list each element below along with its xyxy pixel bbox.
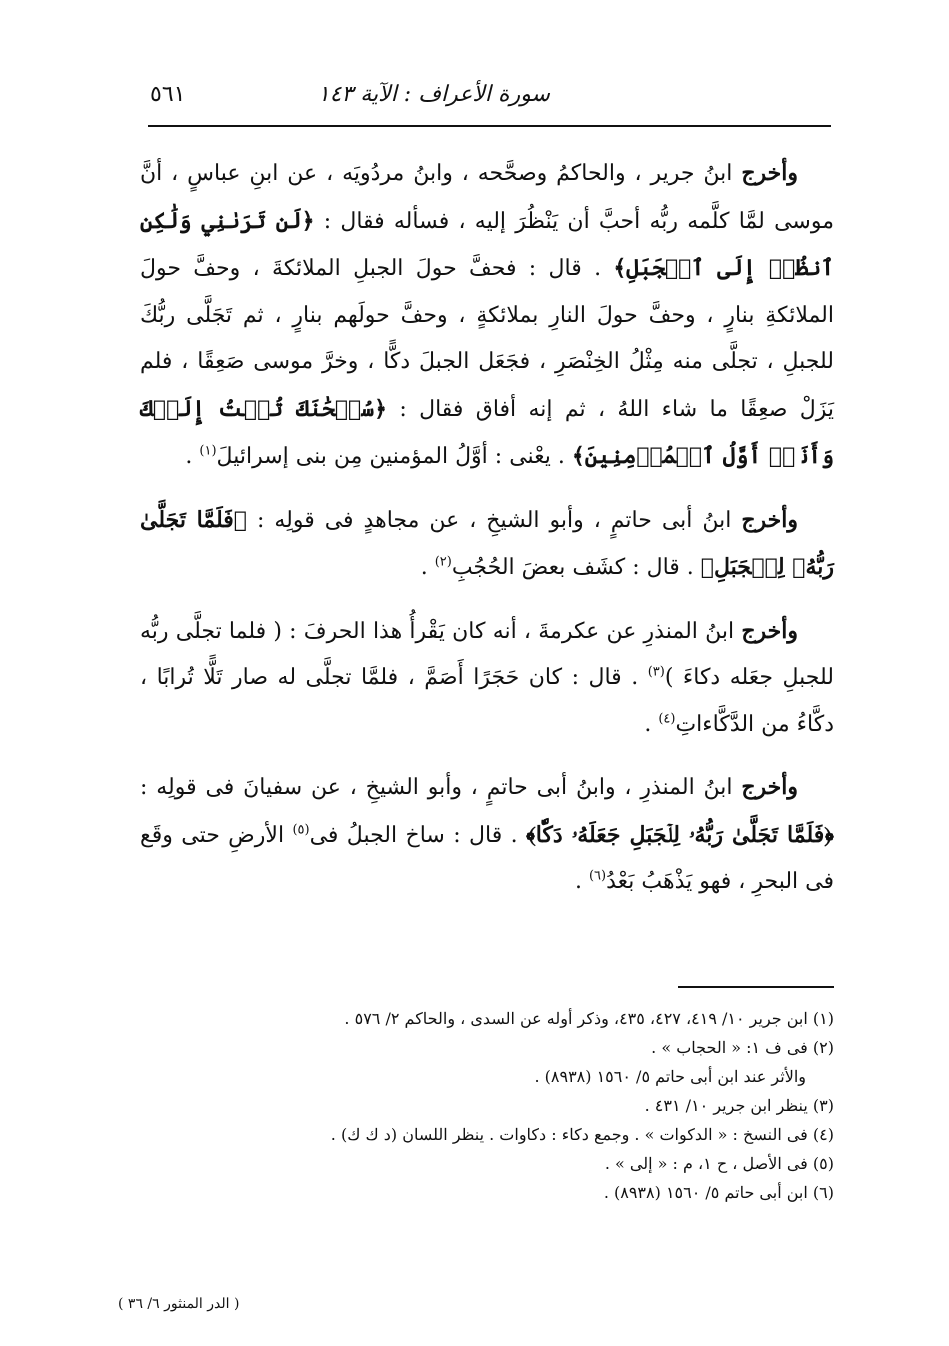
paragraph-3: [140, 608, 834, 749]
paragraph-lead: وأخرج: [741, 506, 798, 533]
paragraph-2: [140, 497, 834, 592]
footnote-5: (٥) فى الأصل ، ح ١، م : « إلى » .: [604, 1154, 834, 1173]
footnote-4: (٤) فى النسخ : « الدكوات » . وجمع دكاء : دكاوات . ينظر اللسان (د ك ك) .: [330, 1125, 834, 1144]
footnote-marker: (٦): [588, 868, 607, 884]
footnote-6: (٦) ابن أبى حاتم ٥/ ١٥٦٠ (٨٩٣٨) .: [603, 1183, 834, 1202]
page-number: ٥٦١: [150, 82, 186, 107]
paragraph-end: .: [574, 869, 589, 894]
footnote-2: (٢) فى ف ١: « الحجاب » .: [651, 1038, 834, 1057]
paragraph-text: ابنُ المنذرِ ، وابنُ أبى حاتمٍ ، وأبو الشيخِ ، عن سفيانَ فى قولِه :: [140, 775, 742, 800]
paragraph-lead: وأخرج: [741, 160, 798, 186]
footnote-marker: (٤): [658, 711, 676, 727]
surah-heading: سورة الأعراف : الآية ١٤٣: [317, 82, 550, 107]
paragraph-text: . قال : كشَف بعضَ الحُجُبِ: [451, 555, 701, 580]
paragraph-lead: وأخرج: [741, 617, 798, 644]
quran-quote: ﴿فَلَمَّا تَجَلَّىٰ رَبُّهُۥ لِلۡجَبَلِ﴾: [140, 506, 834, 580]
page-header: [148, 78, 830, 122]
paragraph-4: [140, 764, 834, 906]
paragraph-end: .: [420, 555, 435, 580]
footnote-1: (١) ابن جرير ١٠/ ٤١٩، ٤٢٧، ٤٣٥، وذكر أوله عن السدى ، والحاكم ٢/ ٥٧٦ .: [344, 1009, 834, 1028]
paragraph-text: ابنُ المنذرِ عن عكرمةَ ، أنه كان يَقْرأُ هذا الحرفَ : ( فلما تجلَّى ربُّه للجبلِ جعَله دكاءَ ): [140, 618, 834, 690]
paragraph-text: الأرضِ حتى وقَع فى البحرِ ، فهو يَذْهَبُ بَعْدُ: [140, 822, 834, 894]
paragraph-text: . قال : فحفَّ حولَ الجبلِ الملائكةَ ، وحفَّ حولَ الملائكةِ بنارٍ ، وحفَّ حولَ النارِ بملائكةٍ ، وحفَّ حولَهم بنارٍ ، ثم تَجَلَّى ربُّكَ للجبلِ ، تجلَّى منه مِثْلُ الخِنْصَرِ ، فجَعَل الجبلَ دكًّا ، وخرَّ موسى صَعِقًا ، فلم يَزَلْ صعِقًا ما شاء اللهُ ، ثم إنه أفاق فقال :: [140, 256, 834, 422]
quran-quote: ﴿فَلَمَّا تَجَلَّىٰ رَبُّهُۥ لِلۡجَبَلِ جَعَلَهُۥ دَكّٗا﴾: [525, 821, 834, 848]
paragraph-text: . يعْنى : أوَّلُ المؤمنين مِن بنى إسرائيلَ: [216, 444, 572, 469]
footnote-marker: (٥): [292, 822, 310, 838]
main-text: [140, 150, 834, 922]
footnote-marker: (٣): [647, 664, 665, 680]
paragraph-end: .: [644, 711, 659, 737]
paragraph-text: . قال : ساخ الجبلُ فى: [309, 822, 526, 848]
footnote-divider: [678, 986, 834, 988]
edition-reference: ( الدر المنثور ٦/ ٣٦ ): [118, 1296, 240, 1312]
paragraph-1: [140, 150, 834, 481]
footnote-marker: (٢): [434, 554, 452, 570]
quran-quote: ﴿لَن تَرَىٰنِي وَلَٰكِنِ ٱنظُرۡ إِلَى ٱلۡجَبَلِ﴾: [140, 207, 834, 281]
paragraph-text: ابنُ أبى حاتمٍ ، وأبو الشيخِ ، عن مجاهدٍ فى قولِه :: [247, 507, 742, 533]
footnote-marker: (١): [199, 443, 217, 459]
paragraph-end: .: [185, 444, 200, 469]
header-divider: [148, 125, 831, 127]
paragraph-text: ابنُ جرير ، والحاكمُ وصحَّحه ، وابنُ مردُويَه ، عن ابنِ عباسٍ ، أنَّ موسى لمَّا كلَّمه ربُّه أحبَّ أن يَنْظُرَ إليه ، فسأله فقال :: [140, 161, 834, 234]
quran-quote: ﴿سُبۡحَٰنَكَ تُبۡتُ إِلَيۡكَ وَأَنَا۠ أَوَّلُ ٱلۡمُؤۡمِنِينَ﴾: [140, 395, 834, 469]
footnote-3: (٣) ينظر ابن جرير ١٠/ ٤٣١ .: [644, 1096, 834, 1115]
paragraph-text: . قال : كان حَجَرًا أَصَمَّ ، فلمَّا تجلَّى له صار تَلًّا تُرابًا ، دكَّاءُ من الدَّكَّاءاتِ: [140, 665, 834, 737]
footnote-2-note: والأثر عند ابن أبى حاتم ٥/ ١٥٦٠ (٨٩٣٨) .: [534, 1067, 806, 1086]
paragraph-lead: وأخرج: [741, 774, 798, 800]
footnotes: [200, 1004, 834, 1207]
